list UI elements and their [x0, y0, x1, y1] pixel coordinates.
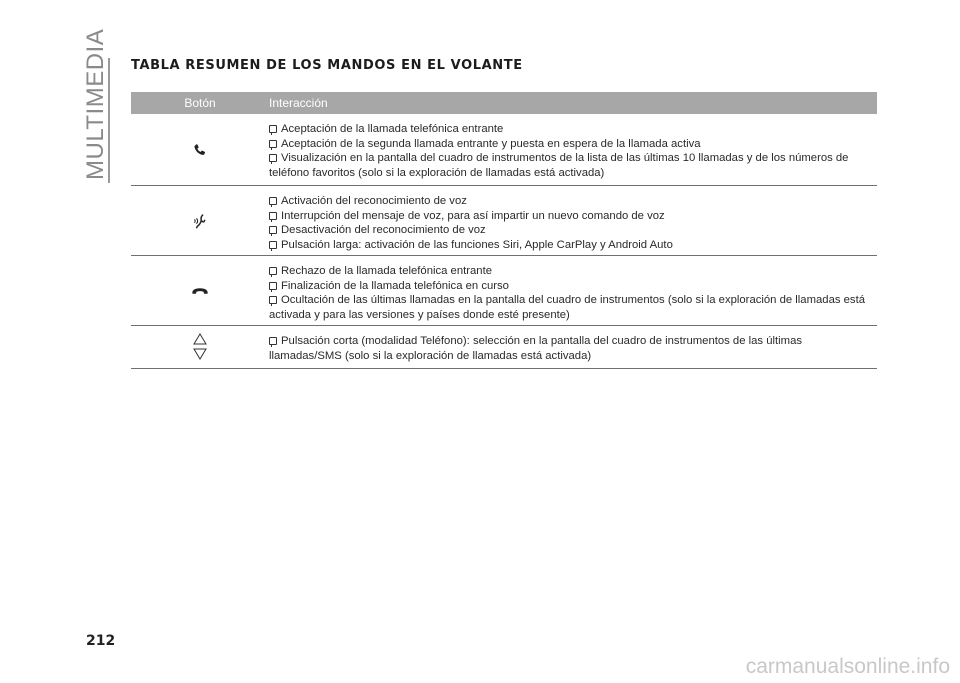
list-item: Aceptación de la segunda llamada entrante y puesta en espera de la llamada activa	[269, 137, 877, 152]
list-item: Activación del reconocimiento de voz	[269, 194, 877, 209]
bullet-icon	[269, 241, 277, 249]
button-cell	[131, 186, 269, 255]
watermark: carmanualsonline.info	[745, 655, 950, 678]
bullet-icon	[269, 154, 277, 162]
list-item: Ocultación de las últimas llamadas en la pantalla del cuadro de instrumentos (solo si la exploración de llamadas está activada y para las versiones y países donde esté presente)	[269, 294, 865, 321]
bullet-icon	[269, 267, 277, 275]
table-row	[131, 114, 877, 186]
page-number: 212	[86, 633, 116, 649]
table-header	[131, 92, 877, 114]
column-header-button: Botón	[184, 96, 216, 110]
list-item: Interrupción del mensaje de voz, para así impartir un nuevo comando de voz	[269, 209, 877, 224]
table-row	[131, 186, 877, 256]
page-title: TABLA RESUMEN DE LOS MANDOS EN EL VOLANTE	[131, 58, 523, 73]
voice-command-icon	[192, 212, 208, 230]
list-item: Visualización en la pantalla del cuadro de instrumentos de la lista de las últimas 10 llamadas y de los números de teléfono favoritos (solo si la exploración de llamadas está activada)	[269, 152, 849, 179]
section-side-label: MULTIMEDIA	[82, 28, 109, 180]
column-header-interaction: Interacción	[269, 96, 328, 110]
button-cell	[131, 256, 269, 325]
interaction-cell	[269, 114, 877, 185]
bullet-icon	[269, 212, 277, 220]
button-cell	[131, 114, 269, 185]
bullet-icon	[269, 337, 277, 345]
phone-answer-icon	[192, 142, 208, 158]
bullet-icon	[269, 125, 277, 133]
list-item: Rechazo de la llamada telefónica entrante	[269, 264, 877, 279]
list-item: Pulsación corta (modalidad Teléfono): selección en la pantalla del cuadro de instrumentos de las últimas llamadas/SMS (solo si la exploración de llamadas está activada)	[269, 335, 803, 362]
interaction-cell	[269, 326, 877, 368]
bullet-icon	[269, 296, 277, 304]
bullet-icon	[269, 282, 277, 290]
list-item: Finalización de la llamada telefónica en curso	[269, 279, 877, 294]
list-item: Aceptación de la llamada telefónica entrante	[269, 122, 877, 137]
up-down-arrows-icon	[193, 332, 207, 362]
table-row	[131, 326, 877, 369]
bullet-icon	[269, 197, 277, 205]
bullet-icon	[269, 226, 277, 234]
controls-summary-table	[131, 92, 877, 369]
bullet-icon	[269, 140, 277, 148]
interaction-cell	[269, 256, 877, 325]
button-cell	[131, 326, 269, 368]
phone-hangup-icon	[191, 286, 209, 296]
list-item: Desactivación del reconocimiento de voz	[269, 223, 877, 238]
table-row	[131, 256, 877, 326]
list-item: Pulsación larga: activación de las funciones Siri, Apple CarPlay y Android Auto	[269, 238, 877, 253]
interaction-cell	[269, 186, 877, 255]
